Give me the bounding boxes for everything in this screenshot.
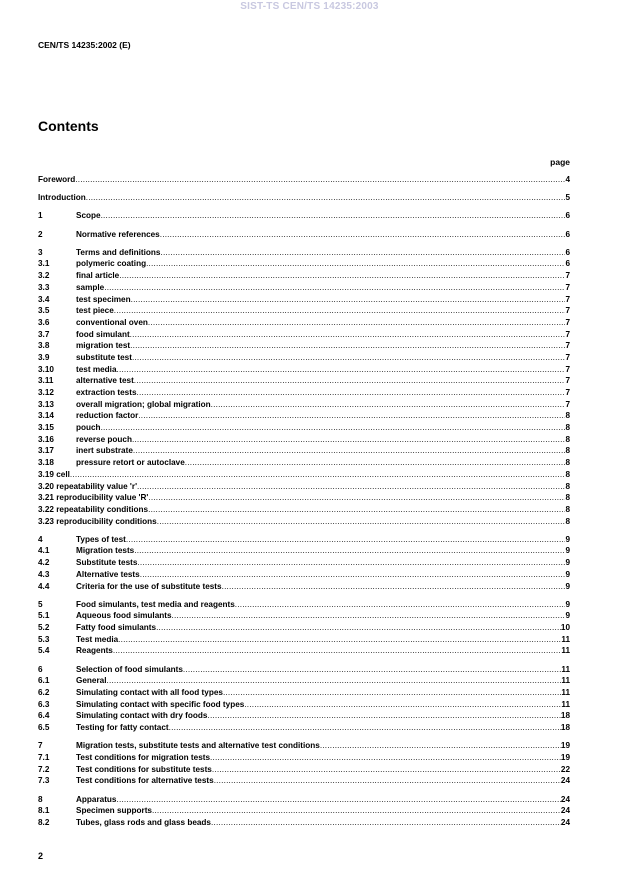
toc-dot-leader xyxy=(157,516,566,527)
toc-entry-title: substitute test xyxy=(76,352,132,362)
toc-entry[interactable] xyxy=(38,364,570,376)
toc-entry-number: 3.2 xyxy=(38,271,50,281)
toc-dot-leader xyxy=(244,699,561,710)
toc-entry[interactable] xyxy=(38,410,570,422)
toc-entry-title: food simulant xyxy=(76,329,130,339)
toc-dot-leader xyxy=(117,794,561,805)
toc-dot-leader xyxy=(130,329,566,340)
toc-entry-number: 3.18 xyxy=(38,458,54,468)
toc-dot-leader xyxy=(148,504,565,515)
toc-entry-page: 4 xyxy=(565,175,570,184)
footer-page-number: 2 xyxy=(38,851,44,861)
toc-entry-title: Substitute tests xyxy=(76,558,138,568)
toc-entry[interactable] xyxy=(38,481,570,493)
toc-entry-number: 5 xyxy=(38,599,43,609)
page-column-label: page xyxy=(550,157,570,167)
toc-entry[interactable] xyxy=(38,634,570,646)
toc-entry-number: 3 xyxy=(38,247,43,257)
toc-entry-page: 18 xyxy=(560,711,570,721)
toc-entry-page: 11 xyxy=(561,699,570,709)
toc-dot-leader xyxy=(134,545,565,556)
toc-entry-title: overall migration; global migration xyxy=(76,399,211,409)
toc-entry-page: 6 xyxy=(565,211,570,221)
toc-entry[interactable] xyxy=(38,399,570,411)
toc-dot-leader xyxy=(114,305,566,316)
toc-entry-title: Test conditions for alternative tests xyxy=(76,776,214,786)
toc-entry[interactable] xyxy=(38,445,570,457)
toc-entry-title: Food simulants, test media and reagents xyxy=(76,599,235,609)
toc-entry-page: 7 xyxy=(565,376,570,386)
toc-dot-leader xyxy=(126,534,566,545)
toc-dot-leader xyxy=(185,457,566,468)
toc-entry-number: 8.1 xyxy=(38,806,50,816)
toc-dot-leader xyxy=(107,675,562,686)
toc-entry-number: 5.2 xyxy=(38,623,50,633)
toc-entry-title: pouch xyxy=(76,423,101,433)
toc-entry-page: 9 xyxy=(565,581,570,591)
toc-entry[interactable] xyxy=(38,294,570,306)
toc-dot-leader xyxy=(134,375,566,386)
toc-entry[interactable] xyxy=(38,174,570,186)
toc-entry[interactable] xyxy=(38,545,570,557)
toc-dot-leader xyxy=(86,192,566,203)
toc-entry-title: Scope xyxy=(76,211,101,221)
toc-entry-number: 3.1 xyxy=(38,259,50,269)
toc-entry-page: 19 xyxy=(560,741,570,751)
toc-entry-page: 24 xyxy=(560,806,570,816)
toc-entry-page: 24 xyxy=(560,776,570,786)
toc-entry-page: 8 xyxy=(565,411,570,421)
toc-entry-page: 9 xyxy=(565,558,570,568)
toc-entry-title: Migration tests xyxy=(76,546,135,556)
toc-entry[interactable] xyxy=(38,645,570,657)
toc-entry-number: 4.2 xyxy=(38,558,50,568)
toc-entry[interactable] xyxy=(38,817,570,829)
toc-entry[interactable] xyxy=(38,229,570,241)
toc-dot-leader xyxy=(320,740,561,751)
toc-dot-leader xyxy=(156,622,561,633)
toc-dot-leader xyxy=(140,569,566,580)
toc-entry-title: Simulating contact with dry foods xyxy=(76,711,208,721)
toc-entry-page: 19 xyxy=(560,752,570,762)
toc-entry-title: sample xyxy=(76,282,105,292)
toc-entry-page: 11 xyxy=(561,688,570,697)
toc-entry-title: Reagents xyxy=(76,646,113,656)
toc-entry-number: 3.6 xyxy=(38,317,50,327)
toc-dot-leader xyxy=(104,282,565,293)
toc-entry[interactable] xyxy=(38,775,570,787)
toc-entry-number: 4.1 xyxy=(38,546,50,556)
toc-entry-page: 9 xyxy=(565,611,570,621)
toc-dot-leader xyxy=(117,364,566,375)
toc-entry-number: 4.3 xyxy=(38,569,50,579)
toc-dot-leader xyxy=(152,805,561,816)
toc-entry[interactable] xyxy=(38,192,570,204)
toc-entry-title: Foreword xyxy=(38,175,76,184)
toc-dot-leader xyxy=(133,445,566,456)
toc-entry-title: 3.22 repeatability conditions xyxy=(38,504,149,514)
toc-entry-number: 4.4 xyxy=(38,581,50,591)
toc-dot-leader xyxy=(132,434,565,445)
toc-dot-leader xyxy=(235,599,566,610)
table-of-contents xyxy=(38,174,570,829)
toc-entry-title: reverse pouch xyxy=(76,434,132,444)
toc-entry-number: 5.1 xyxy=(38,611,50,621)
toc-entry-page: 6 xyxy=(565,247,570,257)
toc-entry[interactable] xyxy=(38,752,570,764)
toc-entry-number: 3.9 xyxy=(38,352,50,362)
toc-entry-page: 8 xyxy=(565,516,570,526)
toc-dot-leader xyxy=(137,481,565,492)
toc-dot-leader xyxy=(169,722,561,733)
toc-entry-number: 3.7 xyxy=(38,329,50,339)
toc-entry-page: 7 xyxy=(565,364,570,374)
toc-entry-title: test specimen xyxy=(76,294,131,304)
toc-entry-title: final article xyxy=(76,271,120,281)
toc-entry[interactable] xyxy=(38,282,570,294)
toc-entry-page: 7 xyxy=(565,352,570,362)
toc-entry[interactable] xyxy=(38,457,570,469)
toc-entry-page: 7 xyxy=(565,317,570,327)
toc-entry[interactable] xyxy=(38,387,570,399)
toc-dot-leader xyxy=(119,270,565,281)
toc-entry-page: 11 xyxy=(561,664,570,674)
toc-entry-page: 9 xyxy=(565,546,570,556)
toc-entry[interactable] xyxy=(38,375,570,387)
toc-entry-title: inert substrate xyxy=(76,446,133,456)
toc-entry[interactable] xyxy=(38,247,570,259)
toc-entry-title: test piece xyxy=(76,306,114,316)
toc-entry-page: 24 xyxy=(560,794,570,804)
toc-entry-page: 8 xyxy=(565,469,570,479)
toc-entry-number: 3.8 xyxy=(38,341,50,351)
toc-entry[interactable] xyxy=(38,258,570,270)
toc-entry-number: 7 xyxy=(38,741,43,751)
toc-entry-number: 3.14 xyxy=(38,411,54,421)
toc-entry-title: 3.19 cell xyxy=(38,469,70,479)
toc-entry[interactable] xyxy=(38,710,570,722)
toc-entry-page: 7 xyxy=(565,282,570,292)
document-id: CEN/TS 14235:2002 (E) xyxy=(38,40,131,50)
toc-entry-page: 6 xyxy=(565,259,570,269)
toc-entry-title: Criteria for the use of substitute tests xyxy=(76,581,222,591)
toc-entry-number: 6.2 xyxy=(38,688,50,697)
toc-entry-title: Test conditions for migration tests xyxy=(76,752,211,762)
toc-entry-number: 3.11 xyxy=(38,376,54,386)
toc-entry-number: 3.5 xyxy=(38,306,50,316)
toc-entry-page: 8 xyxy=(565,446,570,456)
toc-dot-leader xyxy=(211,817,561,828)
toc-dot-leader xyxy=(137,557,565,568)
toc-entry[interactable] xyxy=(38,687,570,699)
toc-entry-number: 5.3 xyxy=(38,634,50,644)
toc-entry-number: 7.1 xyxy=(38,752,50,762)
toc-entry-title: Test media xyxy=(76,634,119,644)
toc-entry-title: Simulating contact with specific food types xyxy=(76,699,245,709)
toc-entry-page: 8 xyxy=(565,493,570,503)
toc-entry[interactable] xyxy=(38,794,570,806)
toc-dot-leader xyxy=(118,634,561,645)
toc-entry-title: Testing for fatty contact xyxy=(76,723,169,733)
toc-entry[interactable] xyxy=(38,764,570,776)
toc-entry-number: 5.4 xyxy=(38,646,50,656)
toc-entry-page: 7 xyxy=(565,388,570,397)
toc-dot-leader xyxy=(214,775,561,786)
toc-entry-page: 22 xyxy=(560,764,570,774)
toc-entry-title: extraction tests xyxy=(76,388,137,397)
toc-entry-title: test media xyxy=(76,364,117,374)
toc-entry[interactable] xyxy=(38,805,570,817)
toc-entry-title: General xyxy=(76,676,107,686)
toc-dot-leader xyxy=(148,317,566,328)
toc-entry-number: 3.12 xyxy=(38,388,54,397)
toc-entry-number: 3.15 xyxy=(38,423,54,433)
toc-entry-title: migration test xyxy=(76,341,131,351)
toc-entry-number: 7.2 xyxy=(38,764,50,774)
toc-entry[interactable] xyxy=(38,664,570,676)
toc-dot-leader xyxy=(222,581,566,592)
toc-entry-page: 11 xyxy=(561,676,570,686)
toc-entry-page: 7 xyxy=(565,306,570,316)
toc-entry[interactable] xyxy=(38,534,570,546)
toc-dot-leader xyxy=(131,294,566,305)
toc-dot-leader xyxy=(75,174,565,185)
toc-entry-title: Fatty food simulants xyxy=(76,623,157,633)
toc-dot-leader xyxy=(223,687,561,698)
toc-entry-number: 3.17 xyxy=(38,446,54,456)
toc-dot-leader xyxy=(148,492,565,503)
toc-dot-leader xyxy=(132,352,565,363)
toc-entry-page: 7 xyxy=(565,329,570,339)
toc-entry-page: 7 xyxy=(565,399,570,409)
toc-dot-leader xyxy=(212,764,561,775)
toc-entry-page: 9 xyxy=(565,534,570,544)
toc-entry-page: 18 xyxy=(560,723,570,733)
toc-entry-number: 6 xyxy=(38,664,43,674)
toc-entry[interactable] xyxy=(38,352,570,364)
toc-dot-leader xyxy=(146,258,565,269)
toc-entry-title: Test conditions for substitute tests xyxy=(76,764,212,774)
toc-entry-page: 5 xyxy=(565,193,570,203)
toc-entry[interactable] xyxy=(38,622,570,634)
toc-entry-number: 2 xyxy=(38,229,43,239)
toc-entry[interactable] xyxy=(38,699,570,711)
toc-entry-number: 3.10 xyxy=(38,364,54,374)
toc-entry[interactable] xyxy=(38,504,570,516)
toc-entry-title: Types of test xyxy=(76,534,126,544)
toc-entry-page: 8 xyxy=(565,481,570,491)
toc-entry-page: 8 xyxy=(565,458,570,468)
toc-entry-number: 3.4 xyxy=(38,294,50,304)
toc-entry-number: 6.4 xyxy=(38,711,50,721)
toc-entry-title: Simulating contact with all food types xyxy=(76,688,223,697)
toc-entry-title: alternative test xyxy=(76,376,134,386)
toc-entry[interactable] xyxy=(38,610,570,622)
toc-entry[interactable] xyxy=(38,516,570,528)
toc-entry[interactable] xyxy=(38,305,570,317)
toc-dot-leader xyxy=(172,610,566,621)
toc-entry-page: 7 xyxy=(565,294,570,304)
toc-entry-number: 6.5 xyxy=(38,723,50,733)
toc-entry[interactable] xyxy=(38,581,570,593)
toc-dot-leader xyxy=(137,387,566,398)
toc-entry-page: 8 xyxy=(565,434,570,444)
toc-entry-number: 4 xyxy=(38,534,43,544)
page-title: Contents xyxy=(38,118,99,134)
toc-dot-leader xyxy=(160,229,566,240)
toc-entry[interactable] xyxy=(38,270,570,282)
toc-entry-title: 3.23 reproducibility conditions xyxy=(38,516,157,526)
toc-entry-page: 9 xyxy=(565,599,570,609)
toc-entry[interactable] xyxy=(38,210,570,222)
toc-dot-leader xyxy=(70,469,566,480)
toc-entry-number: 3.13 xyxy=(38,399,54,409)
toc-dot-leader xyxy=(160,247,565,258)
toc-entry-number: 7.3 xyxy=(38,776,50,786)
toc-entry-title: Aqueous food simulants xyxy=(76,611,172,621)
toc-entry-page: 9 xyxy=(565,569,570,579)
toc-entry-page: 8 xyxy=(565,423,570,433)
toc-entry[interactable] xyxy=(38,434,570,446)
toc-entry-number: 3.16 xyxy=(38,434,54,444)
toc-entry-title: Normative references xyxy=(76,229,160,239)
toc-dot-leader xyxy=(211,399,566,410)
toc-entry-title: Alternative tests xyxy=(76,569,140,579)
toc-dot-leader xyxy=(207,710,560,721)
toc-entry-page: 7 xyxy=(565,271,570,281)
toc-entry[interactable] xyxy=(38,422,570,434)
toc-entry-number: 3.3 xyxy=(38,282,50,292)
toc-entry-title: Specimen supports xyxy=(76,806,152,816)
toc-entry-title: conventional oven xyxy=(76,317,148,327)
toc-entry-page: 8 xyxy=(565,504,570,514)
toc-dot-leader xyxy=(183,664,561,675)
toc-entry[interactable] xyxy=(38,329,570,341)
toc-dot-leader xyxy=(101,210,566,221)
toc-entry[interactable] xyxy=(38,557,570,569)
toc-entry-page: 6 xyxy=(565,229,570,239)
toc-entry[interactable] xyxy=(38,317,570,329)
toc-entry[interactable] xyxy=(38,722,570,734)
toc-entry-title: pressure retort or autoclave xyxy=(76,458,185,468)
toc-entry-page: 11 xyxy=(561,634,570,644)
toc-entry-title: polymeric coating xyxy=(76,259,147,269)
toc-dot-leader xyxy=(113,645,561,656)
toc-entry[interactable] xyxy=(38,569,570,581)
toc-entry-title: Introduction xyxy=(38,193,86,203)
toc-entry-page: 10 xyxy=(560,623,570,633)
toc-entry[interactable] xyxy=(38,340,570,352)
toc-entry-page: 24 xyxy=(560,817,570,827)
toc-entry-title: 3.20 repeatability value 'r' xyxy=(38,481,138,491)
toc-entry[interactable] xyxy=(38,492,570,504)
toc-entry-title: Tubes, glass rods and glass beads xyxy=(76,817,211,827)
toc-entry-title: Selection of food simulants xyxy=(76,664,183,674)
toc-dot-leader xyxy=(101,422,566,433)
toc-entry-page: 7 xyxy=(565,341,570,351)
toc-entry-page: 11 xyxy=(561,646,570,656)
toc-dot-leader xyxy=(138,410,565,421)
toc-dot-leader xyxy=(210,752,561,763)
watermark: SIST-TS CEN/TS 14235:2003 xyxy=(240,1,379,12)
toc-entry-number: 6.1 xyxy=(38,676,50,686)
toc-entry[interactable] xyxy=(38,599,570,611)
toc-entry-title: Migration tests, substitute tests and alternative test conditions xyxy=(76,741,320,751)
toc-entry[interactable] xyxy=(38,740,570,752)
toc-entry-number: 6.3 xyxy=(38,699,50,709)
toc-entry-number: 1 xyxy=(38,211,43,221)
toc-entry-number: 8 xyxy=(38,794,43,804)
toc-entry-number: 8.2 xyxy=(38,817,50,827)
toc-dot-leader xyxy=(130,340,565,351)
toc-entry-title: reduction factor xyxy=(76,411,139,421)
toc-entry[interactable] xyxy=(38,675,570,687)
toc-entry[interactable] xyxy=(38,469,570,481)
toc-entry-title: Terms and definitions xyxy=(76,247,161,257)
toc-entry-title: Apparatus xyxy=(76,794,117,804)
toc-entry-title: 3.21 reproducibility value 'R' xyxy=(38,493,149,503)
